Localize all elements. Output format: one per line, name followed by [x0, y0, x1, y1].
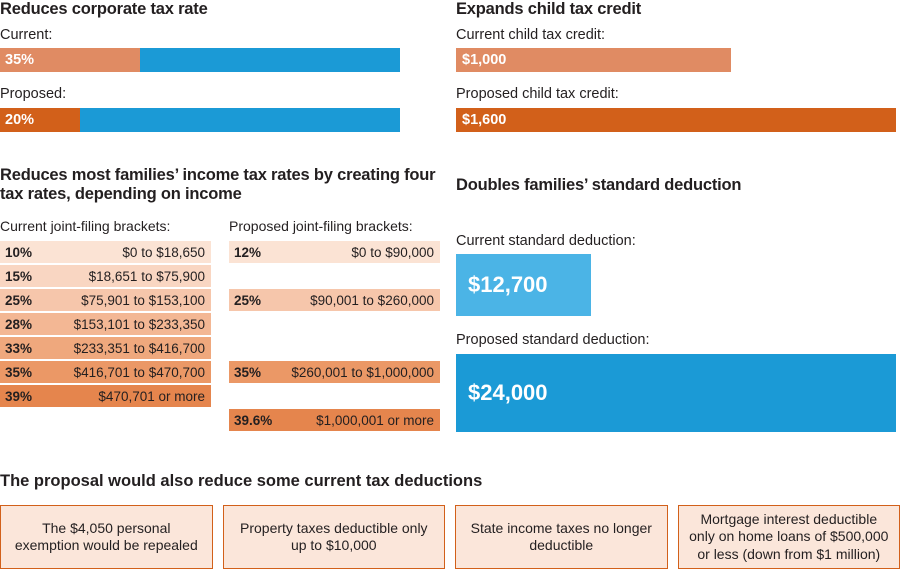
- bracket-range: $0 to $18,650: [122, 244, 205, 260]
- deduction-box: Property taxes deductible only up to $10,000: [223, 505, 445, 569]
- deductions-section: [0, 472, 900, 569]
- table-row: [0, 241, 211, 263]
- child-credit-proposed-value: $1,600: [462, 111, 507, 128]
- standard-deduction-current-label: Current standard deduction:: [456, 232, 636, 249]
- bracket-range: $18,651 to $75,900: [88, 268, 205, 284]
- bracket-range: $1,000,001 or more: [316, 412, 434, 428]
- row-spacer: [229, 313, 440, 335]
- right-column: [456, 0, 900, 432]
- row-spacer: [229, 337, 440, 359]
- standard-deduction-proposed-bar: [456, 354, 896, 432]
- table-row: [0, 265, 211, 287]
- brackets-title: Reduces most families’ income tax rates by creating four tax rates, depending on income: [0, 165, 436, 203]
- standard-deduction-section: [456, 176, 900, 432]
- child-credit-current-bar: [456, 48, 731, 72]
- table-row: [0, 337, 211, 359]
- table-row: [0, 289, 211, 311]
- corporate-current-value: 35%: [5, 52, 35, 69]
- brackets-tables: [0, 218, 440, 434]
- bracket-rate: 39%: [5, 388, 33, 404]
- table-row: [229, 241, 440, 263]
- bracket-range: $153,101 to $233,350: [73, 316, 205, 332]
- bracket-range: $75,901 to $153,100: [81, 292, 205, 308]
- bracket-rate: 28%: [5, 316, 33, 332]
- table-row: [0, 385, 211, 407]
- bracket-rate: 25%: [234, 292, 262, 308]
- proposed-brackets-column: [229, 218, 440, 434]
- row-spacer: [229, 265, 440, 287]
- bracket-rate: 33%: [5, 340, 33, 356]
- bracket-range: $416,701 to $470,700: [73, 364, 205, 380]
- bracket-rate: 35%: [5, 364, 33, 380]
- child-credit-proposed-bar: [456, 108, 896, 132]
- bracket-range: $233,351 to $416,700: [73, 340, 205, 356]
- table-row: [0, 313, 211, 335]
- child-credit-section: [456, 0, 900, 132]
- child-credit-proposed-label: Proposed child tax credit:: [456, 86, 619, 103]
- bracket-rate: 39.6%: [234, 412, 273, 428]
- proposed-brackets-header: Proposed joint-filing brackets:: [229, 217, 413, 234]
- corporate-current-fill: [0, 48, 140, 72]
- row-spacer: [229, 385, 440, 407]
- child-credit-title: Expands child tax credit: [456, 0, 642, 18]
- standard-deduction-title: Doubles families’ standard deduction: [456, 175, 742, 194]
- deduction-box: The $4,050 personal exemption would be repealed: [0, 505, 213, 569]
- child-credit-current-value: $1,000: [462, 52, 507, 69]
- table-row: [229, 361, 440, 383]
- standard-deduction-proposed-label: Proposed standard deduction:: [456, 332, 650, 349]
- child-credit-current-label: Current child tax credit:: [456, 26, 606, 43]
- corporate-proposed-label: Proposed:: [0, 86, 67, 103]
- table-row: [229, 409, 440, 431]
- left-column: [0, 0, 440, 433]
- brackets-section: [0, 166, 440, 434]
- deduction-box: Mortgage interest deductible only on home loans of $500,000 or less (down from $1 million): [678, 505, 900, 569]
- bracket-range: $0 to $90,000: [351, 244, 434, 260]
- bracket-range: $90,001 to $260,000: [310, 292, 434, 308]
- standard-deduction-current-value: $12,700: [468, 272, 548, 298]
- bracket-rate: 15%: [5, 268, 33, 284]
- bracket-range: $470,701 or more: [98, 388, 205, 404]
- corporate-proposed-bar: [0, 108, 400, 132]
- bracket-rate: 10%: [5, 244, 33, 260]
- deduction-box: State income taxes no longer deductible: [455, 505, 668, 569]
- table-row: [229, 289, 440, 311]
- deductions-box-row: [0, 505, 900, 569]
- bracket-range: $260,001 to $1,000,000: [291, 364, 434, 380]
- bracket-rate: 12%: [234, 244, 262, 260]
- standard-deduction-current-bar: [456, 254, 591, 316]
- standard-deduction-proposed-value: $24,000: [468, 379, 548, 405]
- bracket-rate: 25%: [5, 292, 33, 308]
- corporate-current-bar: [0, 48, 400, 72]
- corporate-current-label: Current:: [0, 26, 53, 43]
- deductions-title: The proposal would also reduce some current tax deductions: [0, 472, 483, 490]
- corporate-proposed-fill: [0, 108, 80, 132]
- current-brackets-header: Current joint-filing brackets:: [0, 217, 171, 234]
- bracket-rate: 35%: [234, 364, 262, 380]
- current-brackets-column: [0, 218, 211, 434]
- corporate-proposed-value: 20%: [5, 111, 35, 128]
- corporate-tax-section: [0, 0, 440, 132]
- table-row: [0, 361, 211, 383]
- corporate-tax-title: Reduces corporate tax rate: [0, 0, 208, 18]
